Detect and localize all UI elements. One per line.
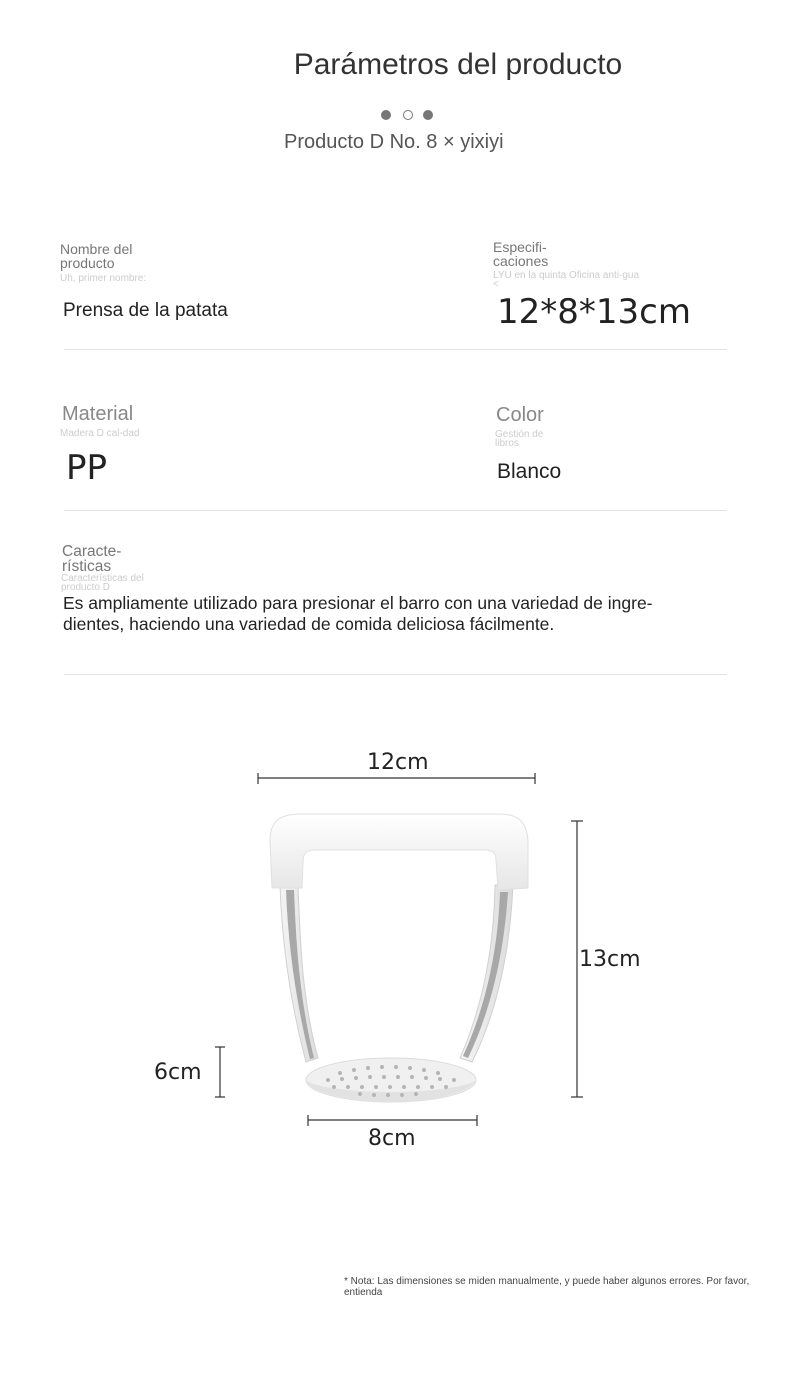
potato-masher-image — [270, 814, 528, 1102]
features-label: Caracte-rísticas — [62, 543, 122, 575]
product-subtitle: Producto D No. 8 × yixiyi — [284, 131, 504, 153]
features-sublabel: Características del producto D — [61, 573, 144, 593]
divider — [64, 674, 727, 675]
base-height-measure-line — [215, 1047, 225, 1097]
carousel-dots — [380, 110, 440, 122]
base-height-label: 6cm — [154, 1060, 202, 1085]
width-label: 12cm — [367, 750, 429, 775]
dot-3[interactable] — [423, 110, 433, 120]
divider — [64, 510, 727, 511]
product-diagram — [150, 740, 650, 1160]
spec-label: Especifi-caciones — [493, 239, 549, 269]
name-label: Nombre del producto — [60, 241, 133, 271]
spec-sublabel: LYU en la quinta Oficina anti-gua < — [493, 270, 640, 290]
material-value: PP — [66, 448, 108, 488]
color-value: Blanco — [497, 460, 562, 483]
name-value: Prensa de la patata — [63, 300, 228, 321]
divider — [64, 349, 727, 350]
dot-1[interactable] — [381, 110, 391, 120]
color-label: Color — [496, 404, 544, 426]
spec-value: 12*8*13cm — [497, 292, 691, 332]
material-label: Material — [62, 403, 134, 425]
measurement-note: * Nota: Las dimensiones se miden manualmente, y puede haber algunos errores. Por favor, entienda — [344, 1276, 750, 1298]
page-title: Parámetros del producto — [293, 48, 623, 81]
dot-2[interactable] — [403, 110, 413, 120]
material-sublabel: Madera D cal-dad — [60, 428, 140, 439]
features-value: Es ampliamente utilizado para presionar el barro con una variedad de ingre-dientes, haciendo una variedad de comida deliciosa fácilmente. — [63, 593, 653, 634]
name-sublabel: Uh, primer nombre: — [60, 273, 147, 284]
color-sublabel: Gestión de libros — [495, 429, 544, 449]
height-label: 13cm — [579, 947, 641, 972]
base-width-measure-line — [308, 1115, 477, 1126]
base-width-label: 8cm — [368, 1126, 416, 1151]
